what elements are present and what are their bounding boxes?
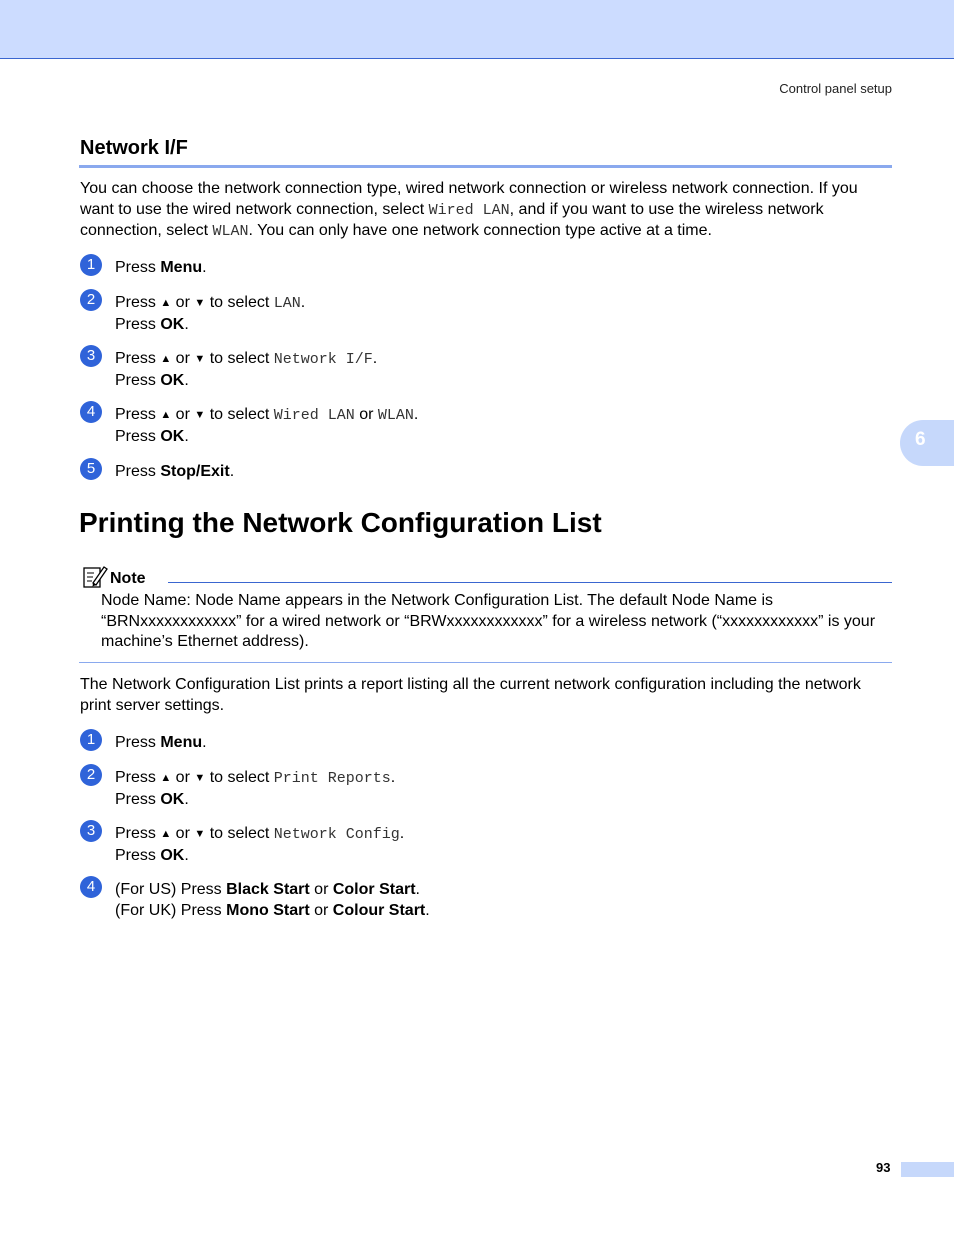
- chapter-tab: [900, 420, 954, 466]
- up-arrow-icon: ▲: [160, 297, 172, 309]
- key-ok: OK: [160, 316, 185, 333]
- key-ok: OK: [160, 791, 185, 808]
- top-header-band: [0, 0, 954, 59]
- step-number-badge: 1: [80, 254, 102, 276]
- intro-paragraph-2: The Network Configuration List prints a report listing all the current network configuration including the network print server settings.: [80, 676, 861, 714]
- step-number-badge: 2: [80, 764, 102, 786]
- down-arrow-icon: ▼: [194, 828, 206, 840]
- up-arrow-icon: ▲: [160, 353, 172, 365]
- up-arrow-icon: ▲: [160, 828, 172, 840]
- key-color-start: Color Start: [332, 881, 416, 898]
- key-colour-start: Colour Start: [332, 902, 426, 919]
- key-menu: Menu: [160, 734, 203, 751]
- key-black-start: Black Start: [226, 881, 310, 898]
- key-menu: Menu: [160, 259, 203, 276]
- key-mono-start: Mono Start: [226, 902, 310, 919]
- down-arrow-icon: ▼: [194, 409, 206, 421]
- intro-paragraph: You can choose the network connection type, wired network connection or wireless network connection. If you want to use the wired network connection, select Wired LAN, and if you want to use the wireless network connection, select WLAN. You can only have one network connection type active at a time.: [80, 180, 858, 240]
- down-arrow-icon: ▼: [194, 353, 206, 365]
- up-arrow-icon: ▲: [160, 409, 172, 421]
- footer-band: [901, 1162, 954, 1177]
- down-arrow-icon: ▼: [194, 297, 206, 309]
- note-pencil-icon: [82, 563, 108, 589]
- note-top-rule: [168, 582, 892, 583]
- section-heading-printing-list: Printing the Network Configuration List: [79, 507, 602, 538]
- chapter-number: 6: [915, 429, 926, 450]
- step-number-badge: 4: [80, 876, 102, 898]
- running-header: Control panel setup: [779, 81, 892, 96]
- up-arrow-icon: ▲: [160, 772, 172, 784]
- step-number-badge: 3: [80, 345, 102, 367]
- key-ok: OK: [160, 428, 185, 445]
- step-number-badge: 5: [80, 458, 102, 480]
- note-bottom-rule: [79, 662, 892, 663]
- lcd-text: Network I/F: [273, 351, 373, 368]
- step-number-badge: 1: [80, 729, 102, 751]
- page-number: 93: [876, 1160, 891, 1175]
- lcd-text: Wired LAN: [428, 201, 510, 219]
- key-ok: OK: [160, 847, 185, 864]
- key-stop-exit: Stop/Exit: [160, 463, 230, 480]
- section-heading-network-if: Network I/F: [80, 137, 188, 159]
- lcd-text: Wired LAN: [273, 407, 355, 424]
- step-number-badge: 3: [80, 820, 102, 842]
- heading-underline: [79, 165, 892, 168]
- step-number-badge: 2: [80, 289, 102, 311]
- note-text: Node Name: Node Name appears in the Network Configuration List. The default Node Name is “BRNxxxxxxxxxxxx” for a wired network or “BRWxxxxxxxxxxxx” for a wireless network (“xxxxxxxxxxxx” is your machine’s Ethernet address).: [101, 592, 876, 650]
- lcd-text: LAN: [273, 295, 301, 312]
- key-ok: OK: [160, 372, 185, 389]
- step-number-badge: 4: [80, 401, 102, 423]
- lcd-text: Print Reports: [273, 770, 391, 787]
- lcd-text: Network Config: [273, 826, 400, 843]
- lcd-text: WLAN: [377, 407, 414, 424]
- lcd-text: WLAN: [212, 223, 249, 240]
- note-label: Note: [110, 570, 146, 587]
- down-arrow-icon: ▼: [194, 772, 206, 784]
